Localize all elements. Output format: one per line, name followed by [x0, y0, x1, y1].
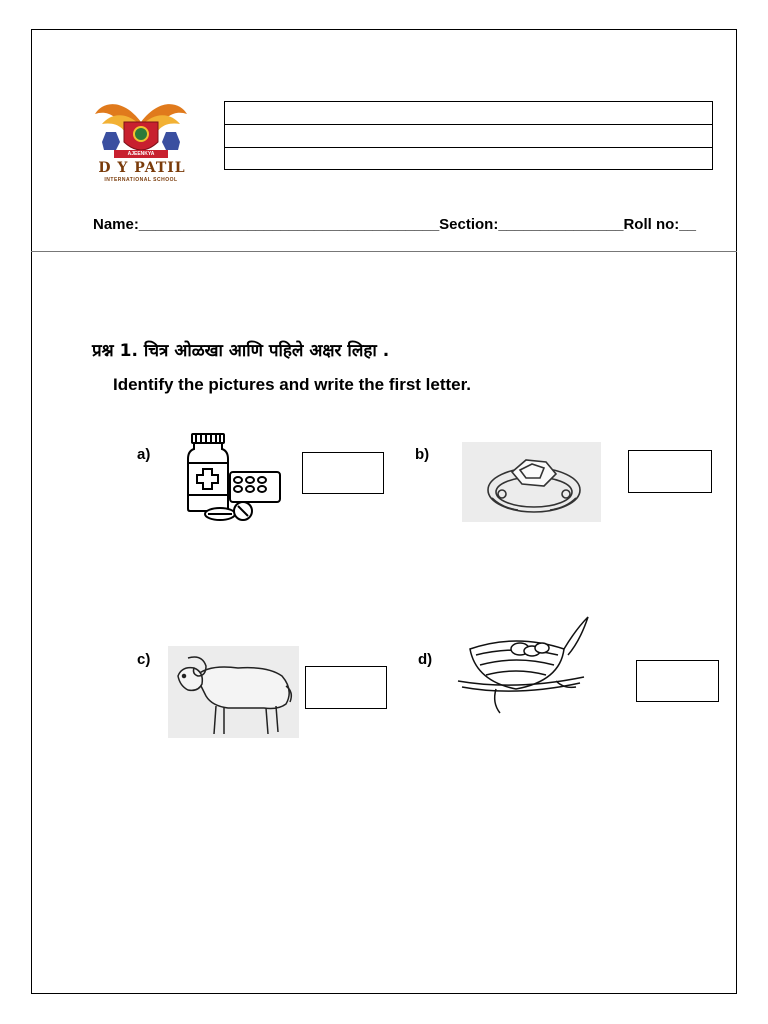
answer-box-a[interactable]	[302, 452, 384, 494]
separator-line	[31, 251, 737, 252]
header-row[interactable]	[225, 102, 712, 125]
logo-name: D Y PATIL	[98, 160, 186, 176]
header-row[interactable]	[225, 125, 712, 148]
nest-icon	[456, 615, 590, 715]
answer-box-d[interactable]	[636, 660, 719, 702]
student-info-line[interactable]: Name:____________________________________Section:_______________Roll no:__	[93, 216, 696, 233]
school-logo	[92, 92, 190, 184]
logo-top-text: AJEENKYA	[127, 151, 155, 157]
item-label-d: d)	[418, 651, 433, 668]
item-label-a: a)	[137, 446, 151, 463]
medicine-icon	[186, 431, 282, 523]
question-instruction: Identify the pictures and write the first letter.	[113, 375, 472, 394]
answer-box-b[interactable]	[628, 450, 712, 493]
header-fields-box	[224, 101, 713, 170]
logo-subtitle: INTERNATIONAL SCHOOL	[104, 177, 178, 183]
item-label-b: b)	[415, 446, 430, 463]
header-row[interactable]	[225, 148, 712, 171]
answer-box-c[interactable]	[305, 666, 387, 709]
ram-icon	[168, 646, 299, 738]
question-title: प्रश्न 1. चित्र ओळखा आणि पहिले अक्षर लिहा .	[92, 341, 390, 361]
item-label-c: c)	[137, 651, 151, 668]
ring-icon	[462, 442, 601, 522]
